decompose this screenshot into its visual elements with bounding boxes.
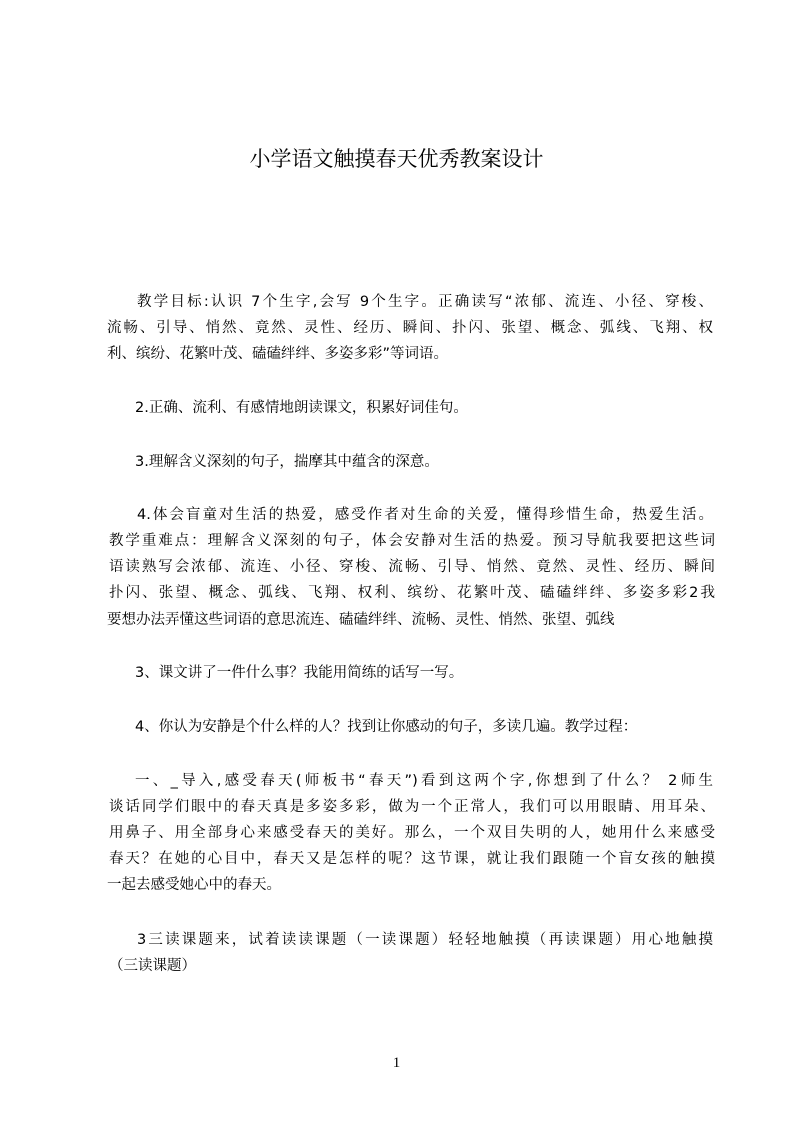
paragraph-line: 4.体会盲童对生活的热爱，感受作者对生命的关爱，懂得珍惜生命，热爱生活。 <box>137 507 713 523</box>
paragraph-line: 用鼻子、用全部身心来感受春天的美好。那么，一个双目失明的人，她用什么来感受 <box>109 825 715 841</box>
paragraph-line: 一起去感受她心中的春天。 <box>107 877 281 893</box>
paragraph-line: 利、缤纷、花繁叶茂、磕磕绊绊、多姿多彩”等词语。 <box>107 346 449 362</box>
paragraph-line: 4、你认为安静是个什么样的人？找到让你感动的句子，多读几遍。教学过程： <box>135 719 638 735</box>
paragraph-line: 2.正确、流利、有感情地朗读课文，积累好词佳句。 <box>135 400 468 416</box>
paragraph-line: （三读课题） <box>109 958 196 974</box>
paragraph-line: 3.理解含义深刻的句子，揣摩其中蕴含的深意。 <box>135 454 439 470</box>
paragraph-line: 3、课文讲了一件什么事？我能用简练的话写一写。 <box>135 665 464 681</box>
paragraph-line: 要想办法弄懂这些词语的意思流连、磕磕绊绊、流畅、灵性、悄然、张望、弧线 <box>107 612 615 628</box>
paragraph-line: 扑闪、张望、概念、弧线、飞翔、权利、缤纷、花繁叶茂、磕磕绊绊、多姿多彩2我 <box>109 585 715 601</box>
paragraph-line: 谈话同学们眼中的春天真是多姿多彩，做为一个正常人，我们可以用眼睛、用耳朵、 <box>109 799 715 815</box>
paragraph-line: 教学重难点：理解含义深刻的句子，体会安静对生活的热爱。预习导航我要把这些词 <box>109 533 715 549</box>
paragraph-line: 一、_导入,感受春天(师板书“春天”)看到这两个字,你想到了什么？ 2师生 <box>135 773 713 789</box>
paragraph-line: 语读熟写会浓郁、流连、小径、穿梭、流畅、引导、悄然、竟然、灵性、经历、瞬间 <box>109 559 715 575</box>
paragraph-line: 流畅、引导、悄然、竟然、灵性、经历、瞬间、扑闪、张望、概念、弧线、飞翔、权 <box>107 320 713 336</box>
page-number: 1 <box>392 1055 401 1071</box>
paragraph-line: 春天？在她的心目中，春天又是怎样的呢？这节课，就让我们跟随一个盲女孩的触摸 <box>109 851 715 867</box>
paragraph-line: 教学目标:认识 7个生字,会写 9个生字。正确读写“浓郁、流连、小径、穿梭、 <box>137 294 713 310</box>
paragraph-line: 3三读课题来，试着读读课题（一读课题）轻轻地触摸（再读课题）用心地触摸 <box>137 932 713 948</box>
document-title: 小学语文触摸春天优秀教案设计 <box>249 147 544 171</box>
